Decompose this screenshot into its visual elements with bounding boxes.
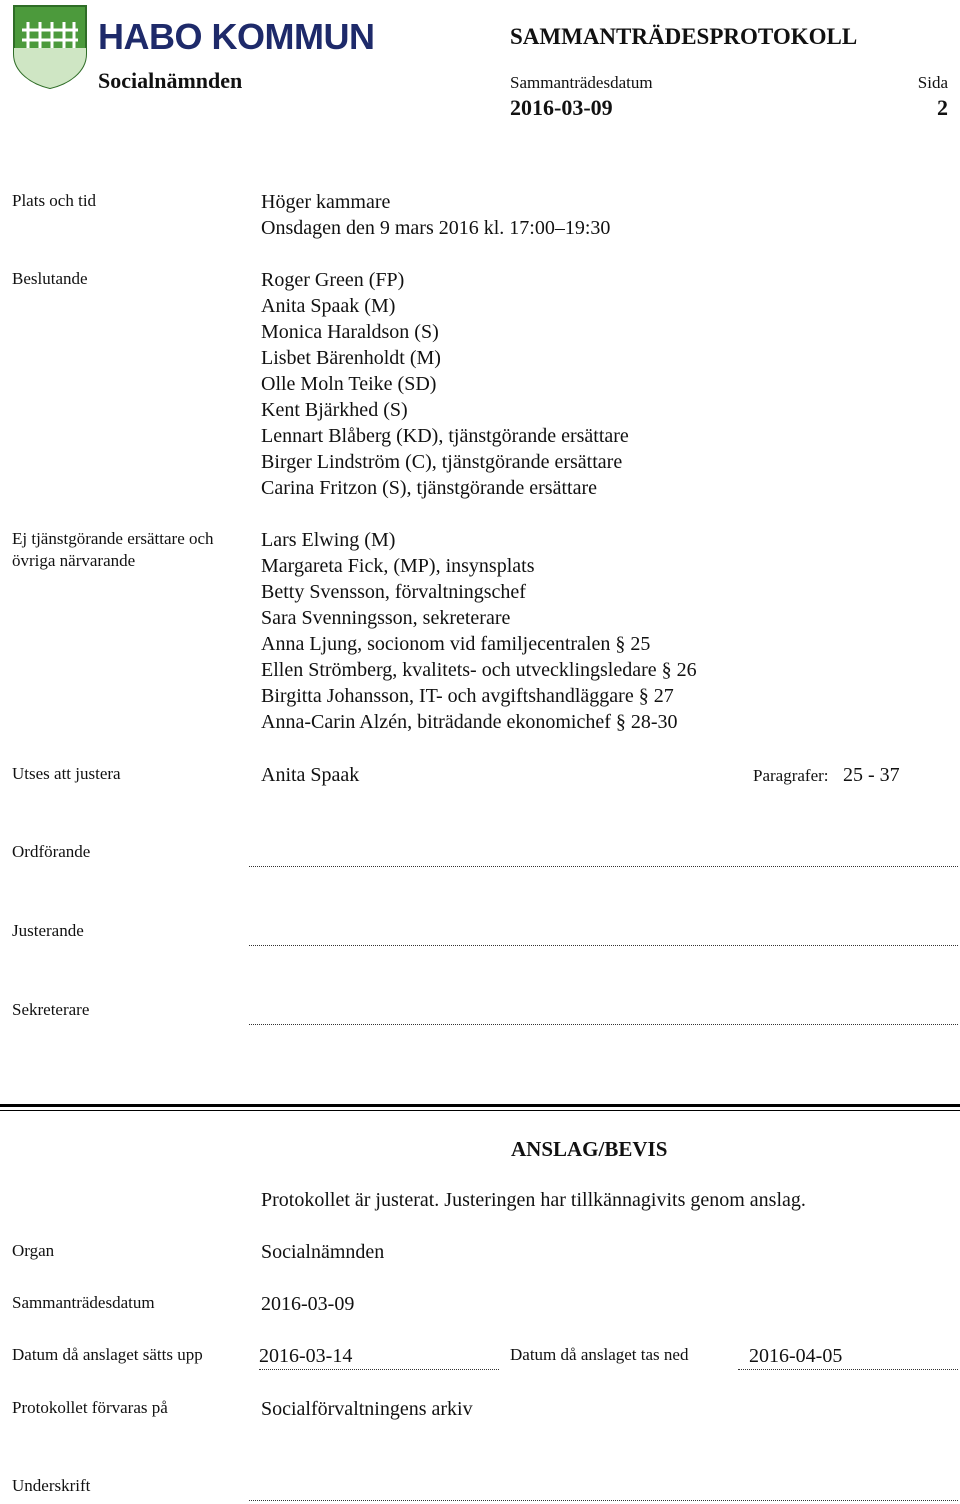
- secretary-label: Sekreterare: [12, 1000, 90, 1019]
- meeting-date: 2016-03-09: [510, 95, 613, 120]
- deciding-label: Beslutande: [12, 269, 88, 288]
- notice-title: ANSLAG/BEVIS: [511, 1137, 668, 1161]
- page-number: 2: [937, 95, 948, 120]
- paragraphs-range: 25 - 37: [843, 764, 900, 786]
- deciding-member: Anita Spaak (M): [261, 295, 396, 317]
- attendee: Margareta Fick, (MP), insynsplats: [261, 555, 535, 577]
- archive-label: Protokollet förvaras på: [12, 1398, 168, 1417]
- removed-date: 2016-04-05: [738, 1345, 958, 1370]
- paragraphs-label: Paragrafer:: [753, 766, 829, 785]
- org-name: HABO KOMMUN: [98, 16, 375, 57]
- notice-meeting-date: 2016-03-09: [261, 1293, 355, 1315]
- posted-date: 2016-03-14: [259, 1345, 499, 1370]
- notice-signature-line[interactable]: [249, 1500, 958, 1501]
- archive-value: Socialförvaltningens arkiv: [261, 1398, 473, 1420]
- attendee: Anna Ljung, socionom vid familjecentralen § 25: [261, 633, 651, 655]
- adjuster-signature-line[interactable]: [249, 945, 958, 946]
- attendee: Lars Elwing (M): [261, 529, 396, 551]
- deciding-member: Roger Green (FP): [261, 269, 405, 291]
- deciding-member: Monica Haraldson (S): [261, 321, 439, 343]
- place-time-label: Plats och tid: [12, 191, 97, 210]
- adjuster-name: Anita Spaak: [261, 764, 360, 786]
- notice-statement: Protokollet är justerat. Justeringen har tillkännagivits genom anslag.: [261, 1189, 806, 1211]
- secretary-signature-line[interactable]: [249, 1024, 958, 1025]
- chair-signature-line[interactable]: [249, 866, 958, 867]
- place-line: Höger kammare: [261, 191, 391, 213]
- chair-label: Ordförande: [12, 842, 91, 861]
- time-line: Onsdagen den 9 mars 2016 kl. 17:00–19:30: [261, 217, 611, 239]
- removed-date-label: Datum då anslaget tas ned: [510, 1345, 689, 1364]
- others-label: Ej tjänstgörande ersättare och: [12, 529, 214, 548]
- deciding-member: Birger Lindström (C), tjänstgörande ersättare: [261, 451, 623, 473]
- signature-label: Underskrift: [12, 1476, 91, 1495]
- notice-meeting-date-label: Sammanträdesdatum: [12, 1293, 155, 1312]
- posted-date-label: Datum då anslaget sätts upp: [12, 1345, 203, 1364]
- section-divider: [0, 1104, 960, 1107]
- section-divider-thin: [0, 1110, 960, 1111]
- attendee: Anna-Carin Alzén, biträdande ekonomichef § 28-30: [261, 711, 678, 733]
- municipality-crest-icon: [10, 2, 90, 90]
- attendee: Betty Svensson, förvaltningschef: [261, 581, 526, 603]
- page-label: Sida: [917, 73, 948, 92]
- document-type: SAMMANTRÄDESPROTOKOLL: [510, 24, 858, 49]
- organ-value: Socialnämnden: [261, 1241, 385, 1263]
- department-name: Socialnämnden: [98, 68, 243, 93]
- attendee: Sara Svenningsson, sekreterare: [261, 607, 511, 629]
- attendee: Birgitta Johansson, IT- och avgiftshandläggare § 27: [261, 685, 674, 707]
- attendee: Ellen Strömberg, kvalitets- och utvecklingsledare § 26: [261, 659, 697, 681]
- date-label: Sammanträdesdatum: [510, 73, 653, 92]
- deciding-member: Kent Bjärkhed (S): [261, 399, 408, 421]
- adjust-label: Utses att justera: [12, 764, 121, 783]
- deciding-member: Carina Fritzon (S), tjänstgörande ersättare: [261, 477, 597, 499]
- adjuster-label: Justerande: [12, 921, 84, 940]
- others-label-cont: övriga närvarande: [12, 551, 136, 570]
- deciding-member: Lisbet Bärenholdt (M): [261, 347, 441, 369]
- organ-label: Organ: [12, 1241, 55, 1260]
- deciding-member: Olle Moln Teike (SD): [261, 373, 437, 395]
- deciding-member: Lennart Blåberg (KD), tjänstgörande ersättare: [261, 425, 629, 447]
